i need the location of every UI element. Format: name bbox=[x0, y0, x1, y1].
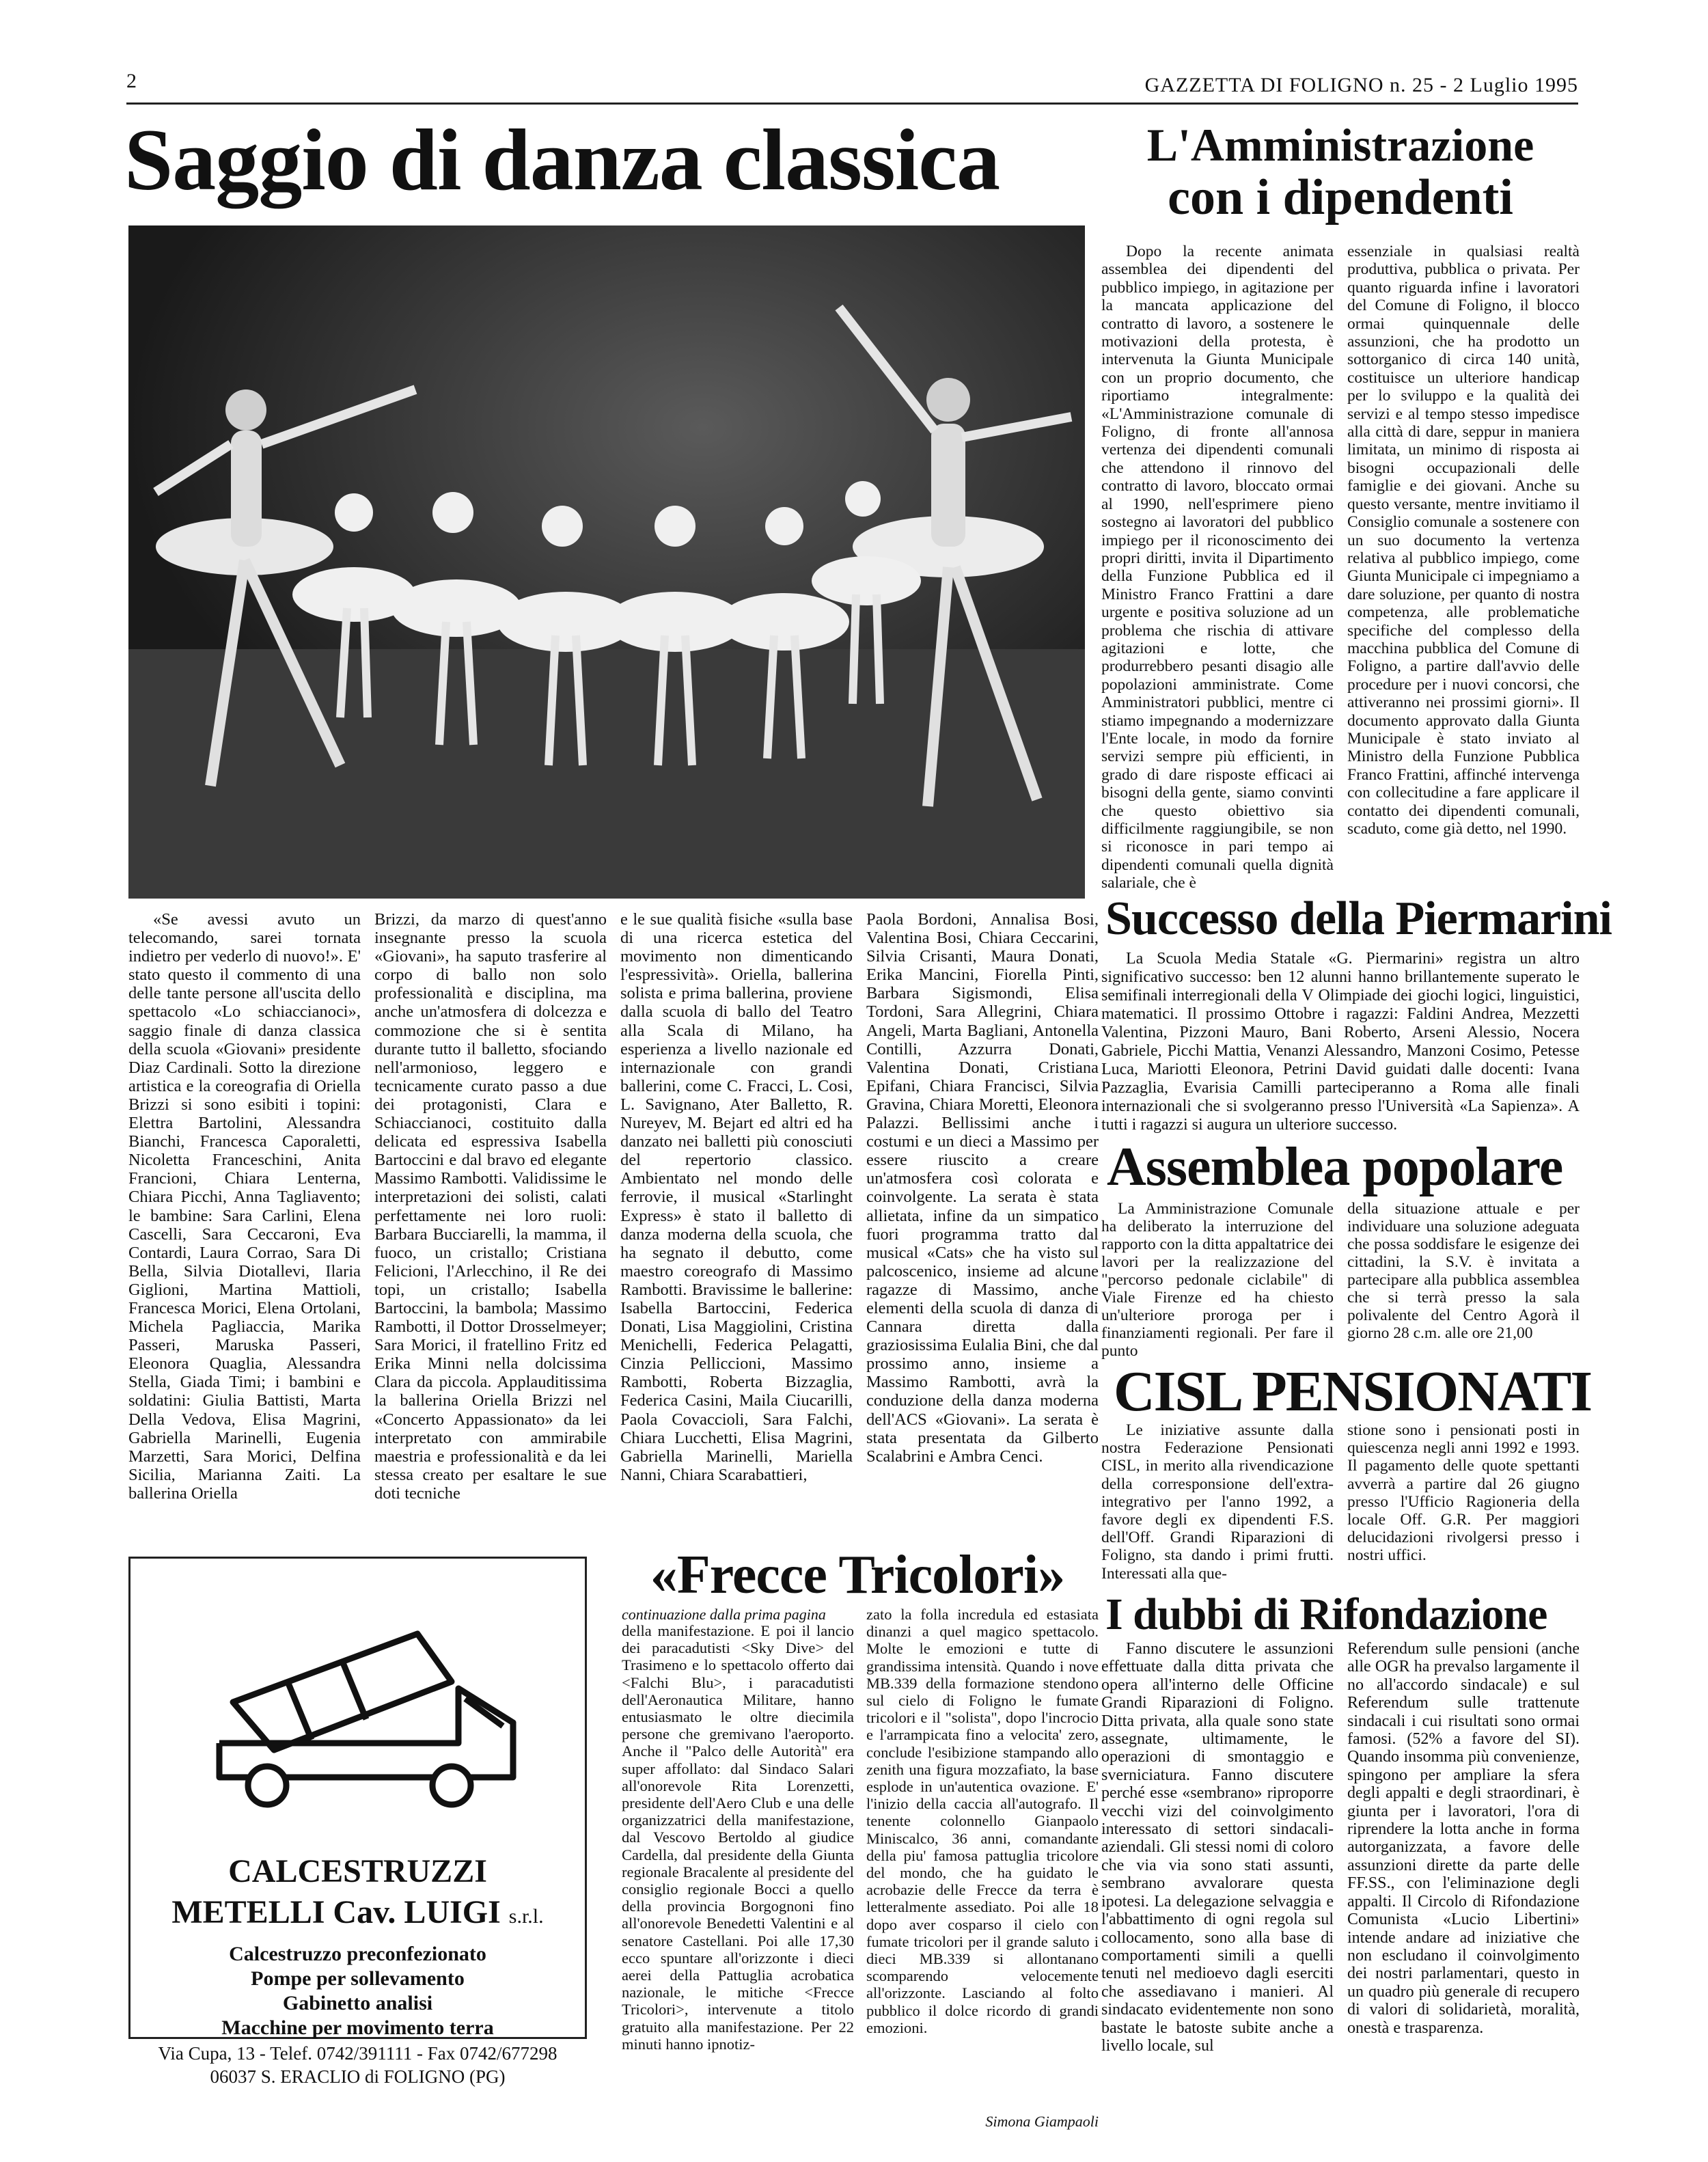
piermarini-title: Successo della Piermarini bbox=[1105, 892, 1612, 945]
amministrazione-title-line2: con i dipendenti bbox=[1168, 169, 1513, 225]
ad-service-1: Calcestruzzo preconfezionato bbox=[229, 1943, 486, 1965]
cisl-column-2: stione sono i pensionati posti in quiescenza negli anni 1992 e 1993. Il pagamento delle quote spettanti avverrà a partire dal 26 giugno presso l'Ufficio Ragioneria della locale Off. G.R. Per maggiori delucidazioni rivolgersi presso i nostri uffici. bbox=[1347, 1421, 1580, 1565]
cisl-title: CISL PENSIONATI bbox=[1114, 1360, 1592, 1423]
masthead: GAZZETTA DI FOLIGNO n. 25 - 2 Luglio 1995 bbox=[1144, 74, 1578, 96]
ad-company-suffix: s.r.l. bbox=[508, 1905, 544, 1928]
danza-column-3: e le sue qualità fisiche «sulla base di una ricerca estetica del movimento non dimenticando l'espressività». Oriella, ballerina solista e prima ballerina, proviene dalla scuola di ballo del Teatro alla Scala di Milano, ha esperienza a livello nazionale ed internazionale con grandi ballerini, come C. Fracci, L. Cosi, L. Savignano, Ater Balletto, R. Nureyev, M. Bejart ed altri ed ha danzato nei balletti più conosciuti del repertorio classico. Ambientato nel mondo delle ferrovie, il musical «Starlinght Express» è stato il balletto di danza moderna della scuola, che ha segnato il debutto, come maestro coreografo di Massimo Rambotti. Bravissime le ballerine: Isabella Bartoccini, Federica Donati, Lisa Maggiolini, Cristina Menichelli, Federica Pelagatti, Cinzia Pelliccioni, Massimo Rambotti, Roberta Bizzaglia, Federica Casini, Maila Ciucarilli, Paola Covaccioli, Sara Falchi, Chiara Lucchetti, Elisa Magrini, Gabriella Marinelli, Mariella Nanni, Chiara Scarabattieri, bbox=[620, 910, 853, 1484]
rifondazione-title: I dubbi di Rifondazione bbox=[1105, 1589, 1547, 1639]
frecce-signature: Simona Giampaoli bbox=[985, 2113, 1099, 2130]
frecce-column-1: della manifestazione. E poi il lancio dei paracadutisti <Sky Dive> del Trasimeno e lo spettacolo offerto dai <Falchi Blu>, i paracadutisti dell'Aeronautica Militare, hanno entusiasmato le oltre diecimila persone che gremivano l'aeroporto. Anche il "Palco delle Autorità" era super affollato: dal Sindaco Salari all'onorevole Rita Lorenzetti, presidente dell'Aero Club e una delle organizzatrici della manifestazione, dal Vescovo Bertoldo al giudice Cardella, dal presidente della Giunta regionale Bracalente al presidente del consiglio regionale Bocci a quello della provincia Borgognoni fino all'onorevole Benedetti Valentini e al senatore Castellani. Poi alle 17,30 ecco spuntare all'orizzonte i dieci aerei della Pattuglia acrobatica nazionale, le mitiche <Frecce Tricolori>, intervenute a titolo gratuito alla manifestazione. Per 22 minuti hanno ipnotiz- bbox=[622, 1622, 854, 2053]
frecce-kicker: continuazione dalla prima pagina bbox=[622, 1606, 826, 1623]
frecce-column-2: zato la folla incredula ed estasiata dinanzi a quel magico spettacolo. Molte le emozioni e tutte di grandissima intensità. Quando i nove MB.339 della formazione stendono sul cielo di Foligno le fumate tricolori e il "solista", dopo l'incrocio e l'arrampicata fino a velocita' zero, conclude l'esibizione stampando allo zenith una figura mozzafiato, la base esplode in un'autentica ovazione. E' l'inizio della caccia all'autografo. Il tenente colonnello Gianpaolo Miniscalco, 36 anni, comandante della piu' famosa pattuglia tricolore del mondo, che ha guidato le acrobazie delle Frecce da terra è letteralmente assediato. Poi alle 18 dopo aver cosparso il cielo con fumate tricolori per il grande saluto i dieci MB.339 si allontanano scomparendo velocemente all'orizzonte. Lasciando al folto pubblico il dolce ricordo di grandi emozioni. bbox=[866, 1606, 1099, 2036]
assemblea-title: Assemblea popolare bbox=[1107, 1137, 1563, 1197]
page-number: 2 bbox=[126, 70, 137, 92]
ad-address-1: Via Cupa, 13 - Telef. 0742/391111 - Fax 0742/677298 bbox=[158, 2043, 557, 2064]
rifondazione-column-2: Referendum sulle pensioni (anche alle OGR ha prevalso largamente il no all'accordo sindacale) e sul Referendum sulle trattenute sindacali i cui risultati sono ormai famosi. (52% a favore del SI). Quando insomma più convenienze, spingono per ampliare la sfera degli appalti e degli straordinari, è giunta per i lavoratori, l'ora di riprendere la lotta anche in forma autorganizzata, a favore delle assunzioni dirette da parte delle FF.SS., con l'eliminazione degli appalti. Il Circolo di Rifondazione Comunista «Lucio Libertini» intende andare ad iniziative che non escludano il coinvolgimento dei nostri parlamentari, questo in un quadro più generale di recupero di valori di solidarietà, moralità, onestà e trasparenza. bbox=[1347, 1640, 1580, 2037]
danza-title: Saggio di danza classica bbox=[124, 111, 1000, 208]
ballet-photo bbox=[128, 225, 1085, 899]
ballet-dancers-image bbox=[128, 225, 1085, 899]
ad-service-2: Pompe per sollevamento bbox=[251, 1967, 465, 1990]
cisl-column-1: Le iniziative assunte dalla nostra Federazione Pensionati CISL, in merito alla rivendicazione della corresponsione dell'extra-integrativo per l'anno 1992, a favore degli ex dipendenti F.S. dell'Off. Grandi Riparazioni di Foligno, sta dando i primi frutti. Interessati alla que- bbox=[1101, 1421, 1334, 1583]
frecce-title: «Frecce Tricolori» bbox=[650, 1545, 1065, 1605]
danza-column-4: Paola Bordoni, Annalisa Bosi, Valentina Bosi, Chiara Ceccarini, Silvia Crisanti, Maura Donati, Erika Mancini, Fiorella Pinti, Barbara Sigismondi, Elisa Tordoni, Sara Allegrini, Chiara Angeli, Marta Bagliani, Antonella Contilli, Azzurra Donati, Valentina Donati, Cristiana Epifani, Chiara Francisci, Silvia Gravina, Chiara Moretti, Eleonora Palazzi. Bellissimi anche i costumi e un dieci a Massimo per essere riuscito a creare un'atmosfera così colorata e coinvolgente. La serata è stata allietata, infine da un simpatico fuori programma tratto dal musical «Cats» che ha visto sul palcoscenico, insieme ad alcune ragazze di Massimo, anche elementi della scuola di danza di Cannara diretta dalla graziosissima Eulalia Bini, che dal prossimo anno, insieme a Massimo Rambotti, avrà la conduzione della danza moderna dell'ACS «Giovani». La serata è stata presentata da Gilberto Scalabrini e Ambra Cenci. bbox=[866, 910, 1099, 1466]
amministrazione-column-1: Dopo la recente animata assemblea dei dipendenti del pubblico impiego, in agitazione per la mancata applicazione del contratto di lavoro, a sostenere le motivazioni della protesta, è intervenuta la Giunta Municipale con un proprio documento, che riportiamo integralmente: «L'Amministrazione comunale di Foligno, di fronte all'annosa vertenza dei dipendenti comunali che attendono il rinnovo del contratto di lavoro, bloccato ormai al 1990, nell'esprimere pieno sostegno ai lavoratori del pubblico impiego per il riconoscimento dei propri diritti, invita il Dipartimento della Funzione Pubblica ed il Ministro Franco Frattini a dare urgente e positiva soluzione ad un problema che rischia di attivare agitazioni e lotte, che produrrebbero pesanti disagio alle popolazioni amministrate. Come Amministratori pubblici, mentre ci stiamo impegnando a modernizzare l'Ente locale, in modo da fornire servizi sempre più efficienti, in grado di dare risposte efficaci ai bisogni della gente, siamo convinti che questo obiettivo sia difficilmente raggiungibile, se non si riconosce in pari tempo ai dipendenti comunali quella dignità salariale, che è bbox=[1101, 243, 1334, 892]
amministrazione-title-line1: L'Amministrazione bbox=[1146, 119, 1534, 171]
calcestruzzi-advertisement bbox=[128, 1557, 587, 2039]
piermarini-text: La Scuola Media Statale «G. Piermarini» registra un altro significativo successo: ben 12 alunni hanno brillantemente superato le semifinali interregionali della V Olimpiade dei giochi logici, linguistici, matematici. Il prossimo Ottobre i ragazzi: Faldini Andrea, Mezzetti Valentina, Pizzoni Mauro, Bani Roberto, Arseni Alessio, Nocera Gabriele, Picchi Mattia, Venanzi Alessandro, Manzoni Cosimo, Petesse Luca, Mariotti Eleonora, Petrini David guidati dalle docenti: Ivana Pazzaglia, Evarisia Camilli parteciperanno a Roma alle finali internazionali che si svolgeranno presso l'Università «La Sapienza». A tutti i ragazzi si augura un ulteriore successo. bbox=[1101, 950, 1580, 1134]
ad-company-line2-wrap bbox=[130, 1893, 585, 1931]
ad-service-4: Macchine per movimento terra bbox=[221, 2016, 494, 2039]
amministrazione-column-2: essenziale in qualsiasi realtà produttiva, pubblica o privata. Per quanto riguarda infine i lavoratori del Comune di Foligno, il blocco ormai quinquennale delle assunzioni, che ha prodotto un sottorganico di circa 140 unità, costituisce un ulteriore handicap per lo sviluppo e la qualità dei servizi e al tempo stesso impedisce alla città di dare, seppur in maniera limitata, un minimo di risposta ai bisogni occupazionali delle famiglie e dei giovani. Anche su questo versante, mentre invitiamo il Consiglio comunale a sostenere con un suo documento la vertenza relativa al pubblico impiego, come Giunta Municipale ci impegniamo a dare soluzione, per quanto di nostra competenza, alle problematiche specifiche del complesso della macchina pubblica del Comune di Foligno, a partire dall'avvio delle procedure per i nuovi concorsi, che attiveranno nei prossimi giorni». Il documento approvato dalla Giunta Municipale è stato inviato al Ministro della Funzione Pubblica Franco Frattini, affinché intervenga con collecitudine a fare applicare il contatto dei dipendenti comunali, scaduto, come già detto, nel 1990. bbox=[1347, 243, 1580, 838]
assemblea-column-1: La Amministrazione Comunale ha deliberato la interruzione del rapporto con la ditta appaltatrice dei lavori per la realizzazione del "percorso pedonale ciclabile" di Viale Firenze ed ha chiesto un'ulteriore proroga per i finanziamenti regionali. Per fare il punto bbox=[1101, 1200, 1334, 1360]
header-rule bbox=[126, 102, 1578, 105]
ad-service-3: Gabinetto analisi bbox=[282, 1992, 433, 2014]
cement-mixer-truck-icon bbox=[192, 1606, 520, 1818]
ad-company-line2: METELLI Cav. LUIGI bbox=[171, 1894, 501, 1930]
danza-column-2: Brizzi, da marzo di quest'anno insegnante presso la scuola «Giovani», ha saputo trasferire al corpo di ballo non solo professionalità e disciplina, ma anche un'atmosfera di dolcezza e commozione che si è sentita durante tutto il balletto, sfociando nell'armonioso, leggero e tecnicamente curato passo a due dei protagonisti, Clara e Schiaccianoci, costituito dalla delicata ed espressiva Isabella Bartoccini e dal bravo ed elegante Massimo Rambotti. Validissime le interpretazioni dei solisti, calati perfettamente nei loro ruoli: Barbara Bucciarelli, la mamma, il fuoco, un cristallo; Cristiana Felicioni, l'Arlecchino, il Re dei topi, un cristallo; Isabella Bartoccini, la bambola; Massimo Rambotti, il Dottor Drosselmeyer; Sara Morici, il fratellino Fritz ed Erika Minni nella dolcissima Clara da piccola. Applauditissima la ballerina Oriella Brizzi nel «Concerto Appassionato» da lei interpretato con ammirabile maestria e professionalità e da lei stessa creato per esaltare le sue doti tecniche bbox=[374, 910, 607, 1503]
ad-address-2: 06037 S. ERACLIO di FOLIGNO (PG) bbox=[210, 2066, 506, 2087]
rifondazione-column-1: Fanno discutere le assunzioni effettuate dalla ditta privata che opera all'interno delle Officine Grandi Riparazioni di Foligno. Ditta privata, alla quale sono state assegnate, ultimamente, le operazioni di smontaggio e sverniciatura. Fanno discutere perché esse «sembrano» riproporre vecchi vizi del coinvolgimento interessato di settori sindacali-aziendali. Gli stessi nomi di coloro che via via sono stati assunti, sembrano avvalorare questa ipotesi. La delegazione selvaggia e l'abbattimento di ogni regola sul collocamento, sono alla base di comportamenti simili a quelli tenuti nel medioevo dagli eserciti che assediavano i manieri. Al sindacato evidentemente non sono bastate le batoste subite anche a livello locale, sul bbox=[1101, 1640, 1334, 2055]
ad-company-line1: CALCESTRUZZI bbox=[228, 1853, 487, 1889]
assemblea-column-2: della situazione attuale e per individuare una soluzione adeguata che possa soddisfare le esigenze dei cittadini, la S.V. è invitata a partecipare alla pubblica assemblea che si terrà presso la sala polivalente del Centro Agorà il giorno 28 c.m. alle ore 21,00 bbox=[1347, 1200, 1580, 1342]
danza-column-1: «Se avessi avuto un telecomando, sarei tornata indietro per vederlo di nuovo!». E' stato questo il commento di una delle tante persone all'uscita dello spettacolo «Lo schiaccianoci», saggio finale di danza classica della scuola «Giovani» presidente Diaz Cardinali. Sotto la direzione artistica e la coreografia di Oriella Brizzi si sono esibiti i topini: Elettra Bartolini, Alessandra Bianchi, Francesca Caporaletti, Nicoletta Franceschini, Anita Francioni, Chiara Lenterna, Chiara Picchi, Anna Tagliavento; le bambine: Sara Carlini, Elena Cascelli, Sara Ceccaroni, Eva Contardi, Laura Corrao, Sara Di Bella, Silvia Diotallevi, Ilaria Giglioni, Martina Mattioli, Francesca Morici, Elena Ortolani, Michela Pagliaccia, Marika Passeri, Maruska Passeri, Eleonora Quaglia, Alessandra Stella, Giada Timi; i bambini e soldatini: Giulia Battisti, Marta Della Vedova, Elisa Magrini, Gabriella Marinelli, Eugenia Marzetti, Sara Morici, Delfina Sicilia, Marianna Zaiti. La ballerina Oriella bbox=[128, 910, 361, 1503]
